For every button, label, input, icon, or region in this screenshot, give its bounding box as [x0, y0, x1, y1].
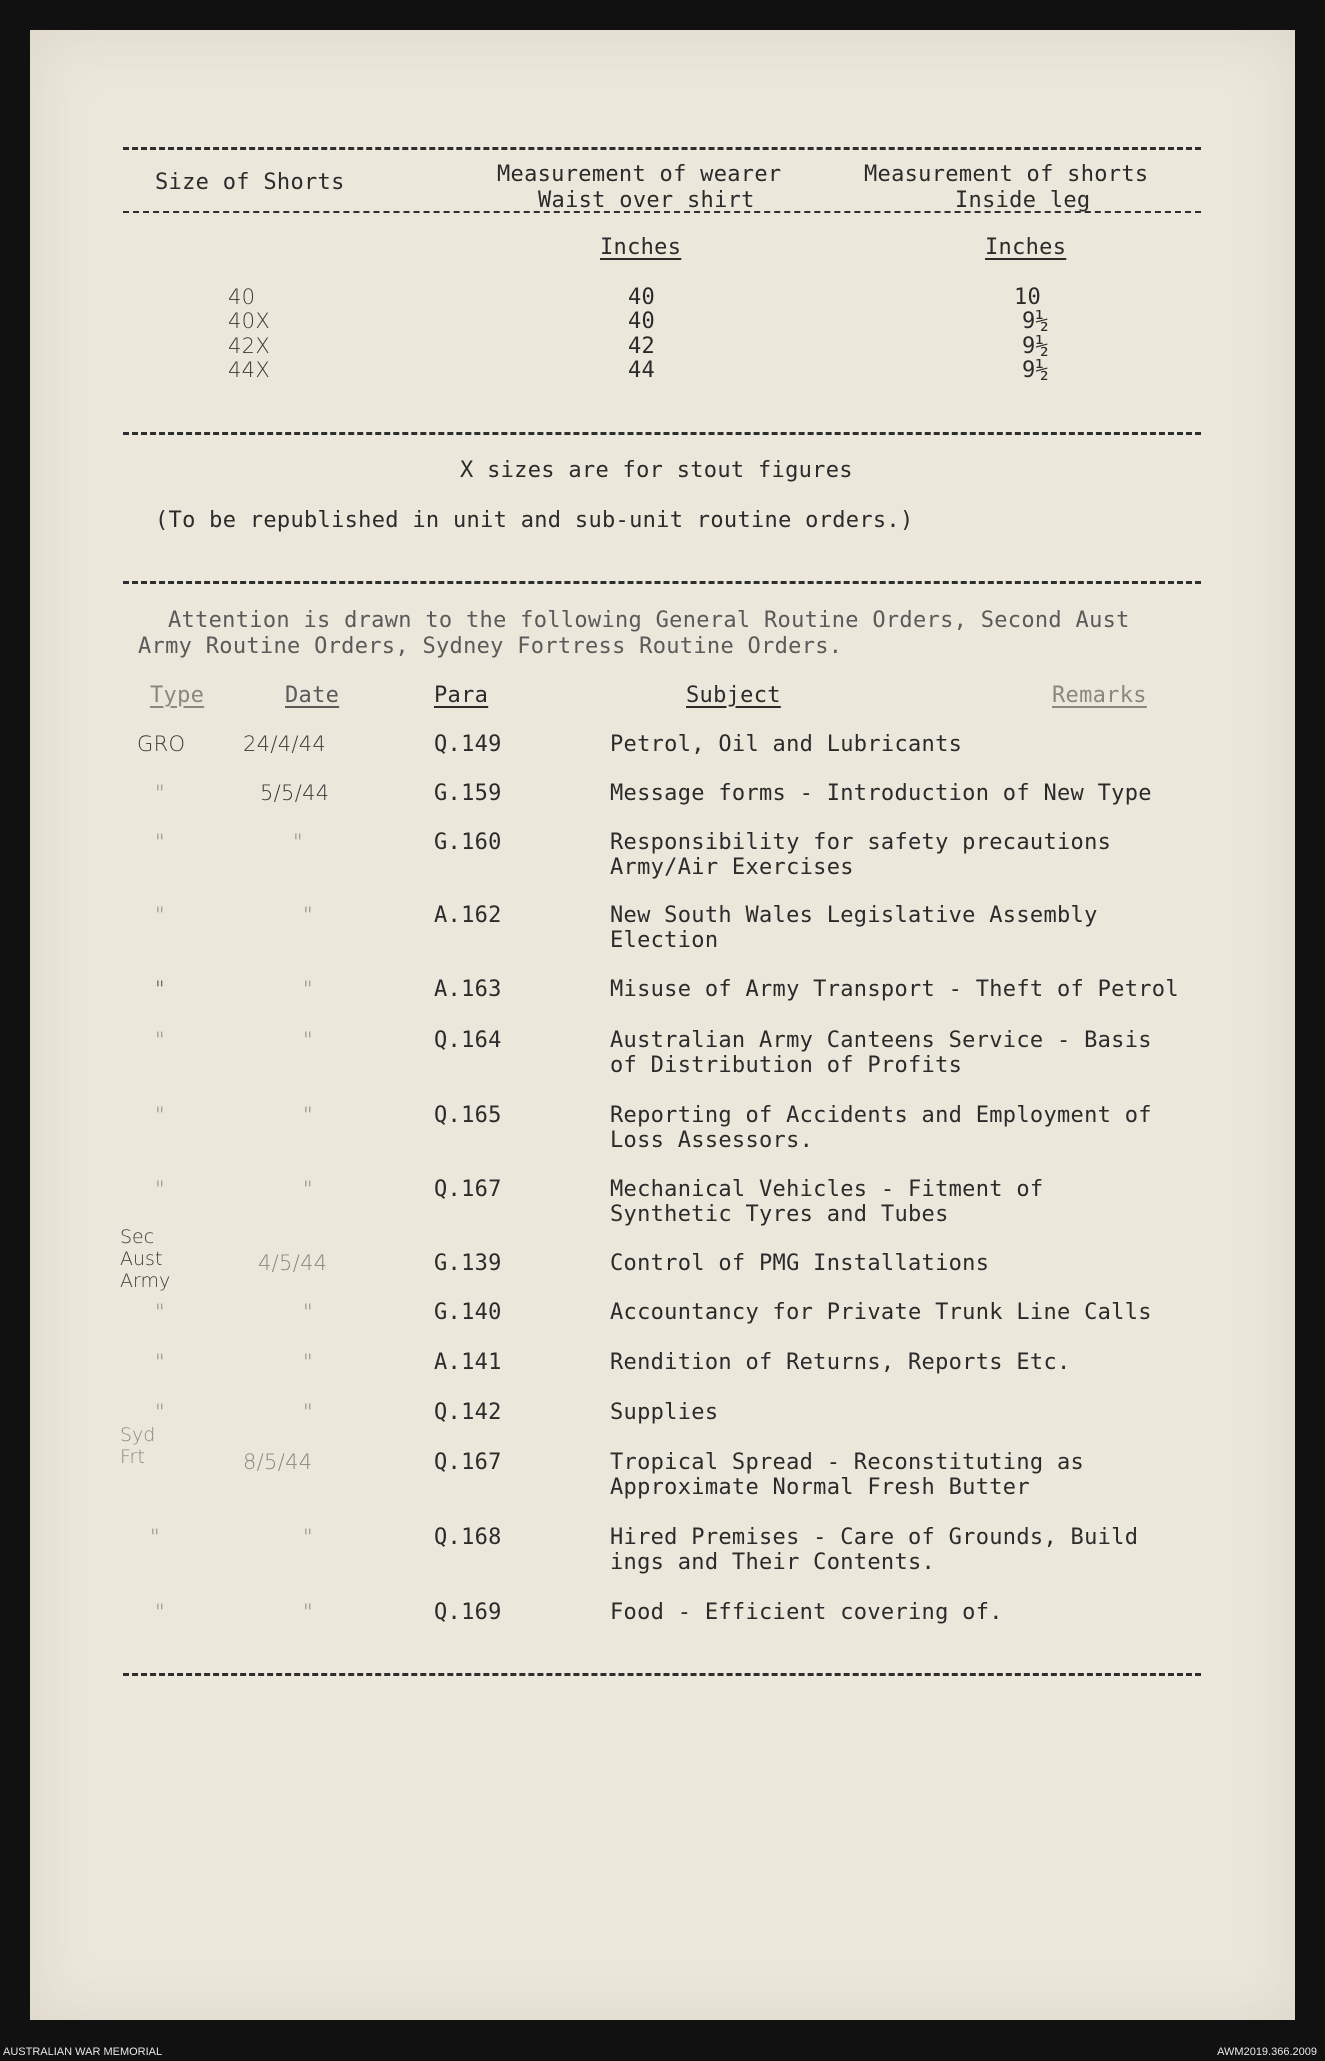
ditto-mark: " [155, 1177, 165, 1201]
waist-cell: 40 [628, 309, 656, 334]
ditto-mark: " [155, 1103, 165, 1127]
para-cell: G.140 [434, 1300, 502, 1325]
date-cell: 8/5/44 [243, 1450, 313, 1474]
type-cell: Syd Frt [120, 1424, 156, 1468]
ditto-mark: " [303, 1103, 313, 1127]
ditto-mark: " [303, 1525, 313, 1549]
ditto-mark: " [303, 1028, 313, 1052]
para-cell: Q.167 [434, 1177, 502, 1202]
subject-cell: Petrol, Oil and Lubricants [610, 732, 963, 757]
subject-cell: New South Wales Legislative Assembly [610, 903, 1098, 928]
footer-right: AWM2019.366.2009 [1217, 2046, 1317, 2058]
orders-header-type: Type [150, 683, 205, 708]
intro-line-2: Army Routine Orders, Sydney Fortress Routine Orders. [138, 634, 843, 659]
para-cell: Q.167 [434, 1450, 502, 1475]
subject-cell: Hired Premises - Care of Grounds, Build [610, 1525, 1139, 1550]
col-header-size: Size of Shorts [155, 170, 345, 195]
ditto-mark: " [303, 1177, 313, 1201]
para-cell: Q.168 [434, 1525, 502, 1550]
ditto-mark: " [155, 1350, 165, 1374]
leg-cell: 10 [1014, 285, 1042, 310]
subject-cell: Reporting of Accidents and Employment of [610, 1103, 1152, 1128]
col-header-waist-sub: Waist over shirt [538, 188, 755, 213]
col-header-leg: Measurement of shorts [864, 162, 1149, 187]
section-rule [123, 581, 1201, 584]
subject-cell: Mechanical Vehicles - Fitment of [610, 1177, 1044, 1202]
ditto-mark: " [155, 1300, 165, 1324]
waist-cell: 42 [628, 334, 656, 359]
para-cell: Q.169 [434, 1600, 502, 1625]
orders-header-para: Para [434, 683, 489, 708]
para-cell: G.159 [434, 781, 502, 806]
date-cell: 24/4/44 [243, 732, 327, 756]
subject-cell-line-2: of Distribution of Profits [610, 1053, 963, 1078]
type-cell: GRO [137, 732, 186, 756]
unit-header-waist: Inches [600, 235, 682, 260]
waist-cell: 44 [628, 358, 656, 383]
ditto-mark: " [303, 1300, 313, 1324]
ditto-mark: " [303, 977, 313, 1001]
ditto-mark: " [303, 903, 313, 927]
para-cell: A.141 [434, 1350, 502, 1375]
para-cell: G.160 [434, 830, 502, 855]
table-bottom-rule [123, 432, 1201, 435]
date-cell: 5/5/44 [260, 781, 330, 805]
para-cell: Q.142 [434, 1400, 502, 1425]
ditto-mark: " [303, 1600, 313, 1624]
waist-cell: 40 [628, 285, 656, 310]
republish-note: (To be republished in unit and sub-unit routine orders.) [155, 508, 914, 533]
leg-cell: 9½ [1022, 334, 1050, 359]
leg-cell: 9½ [1022, 358, 1050, 383]
intro-line-1: Attention is drawn to the following General Routine Orders, Second Aust [168, 608, 1130, 633]
size-cell: 44X [228, 358, 271, 382]
para-cell: Q.149 [434, 732, 502, 757]
header-rule [123, 211, 1201, 213]
unit-header-leg: Inches [985, 235, 1067, 260]
para-cell: A.162 [434, 903, 502, 928]
col-header-leg-sub: Inside leg [955, 188, 1091, 213]
ditto-mark: " [155, 830, 165, 854]
footer-left: AUSTRALIAN WAR MEMORIAL [3, 2046, 163, 2058]
para-cell: A.163 [434, 977, 502, 1002]
para-cell: G.139 [434, 1251, 502, 1276]
para-cell: Q.165 [434, 1103, 502, 1128]
bottom-rule [123, 1673, 1201, 1676]
subject-cell-line-2: Approximate Normal Fresh Butter [610, 1475, 1030, 1500]
ditto-mark: " [150, 1525, 160, 1549]
ditto-mark: " [155, 1028, 165, 1052]
ditto-mark: " [155, 977, 165, 1001]
orders-header-subject: Subject [686, 683, 781, 708]
subject-cell-line-2: ings and Their Contents. [610, 1550, 936, 1575]
ditto-mark: " [155, 1400, 165, 1424]
subject-cell: Rendition of Returns, Reports Etc. [610, 1350, 1071, 1375]
ditto-mark: " [155, 1600, 165, 1624]
subject-cell-line-2: Synthetic Tyres and Tubes [610, 1202, 949, 1227]
col-header-waist: Measurement of wearer [497, 162, 782, 187]
para-cell: Q.164 [434, 1028, 502, 1053]
subject-cell: Control of PMG Installations [610, 1251, 990, 1276]
size-cell: 40 [228, 285, 256, 309]
ditto-mark: " [293, 830, 303, 854]
top-rule [123, 147, 1201, 150]
subject-cell: Food - Efficient covering of. [610, 1600, 1003, 1625]
subject-cell: Accountancy for Private Trunk Line Calls [610, 1300, 1152, 1325]
ditto-mark: " [303, 1350, 313, 1374]
size-cell: 40X [228, 309, 271, 333]
stout-note: X sizes are for stout figures [460, 458, 853, 483]
subject-cell-line-2: Army/Air Exercises [610, 855, 854, 880]
orders-header-remarks: Remarks [1052, 683, 1147, 708]
subject-cell: Message forms - Introduction of New Type [610, 781, 1152, 806]
ditto-mark: " [155, 903, 165, 927]
type-cell: Sec Aust Army [120, 1226, 171, 1292]
subject-cell: Responsibility for safety precautions [610, 830, 1112, 855]
subject-cell: Tropical Spread - Reconstituting as [610, 1450, 1085, 1475]
ditto-mark: " [155, 781, 165, 805]
leg-cell: 9½ [1022, 309, 1050, 334]
ditto-mark: " [303, 1400, 313, 1424]
subject-cell-line-2: Loss Assessors. [610, 1128, 814, 1153]
subject-cell: Supplies [610, 1400, 719, 1425]
date-cell: 4/5/44 [258, 1251, 328, 1275]
subject-cell-line-2: Election [610, 928, 719, 953]
size-cell: 42X [228, 334, 271, 358]
orders-header-date: Date [285, 683, 340, 708]
subject-cell: Australian Army Canteens Service - Basis [610, 1028, 1152, 1053]
document-page [30, 30, 1295, 2020]
subject-cell: Misuse of Army Transport - Theft of Petrol [610, 977, 1179, 1002]
